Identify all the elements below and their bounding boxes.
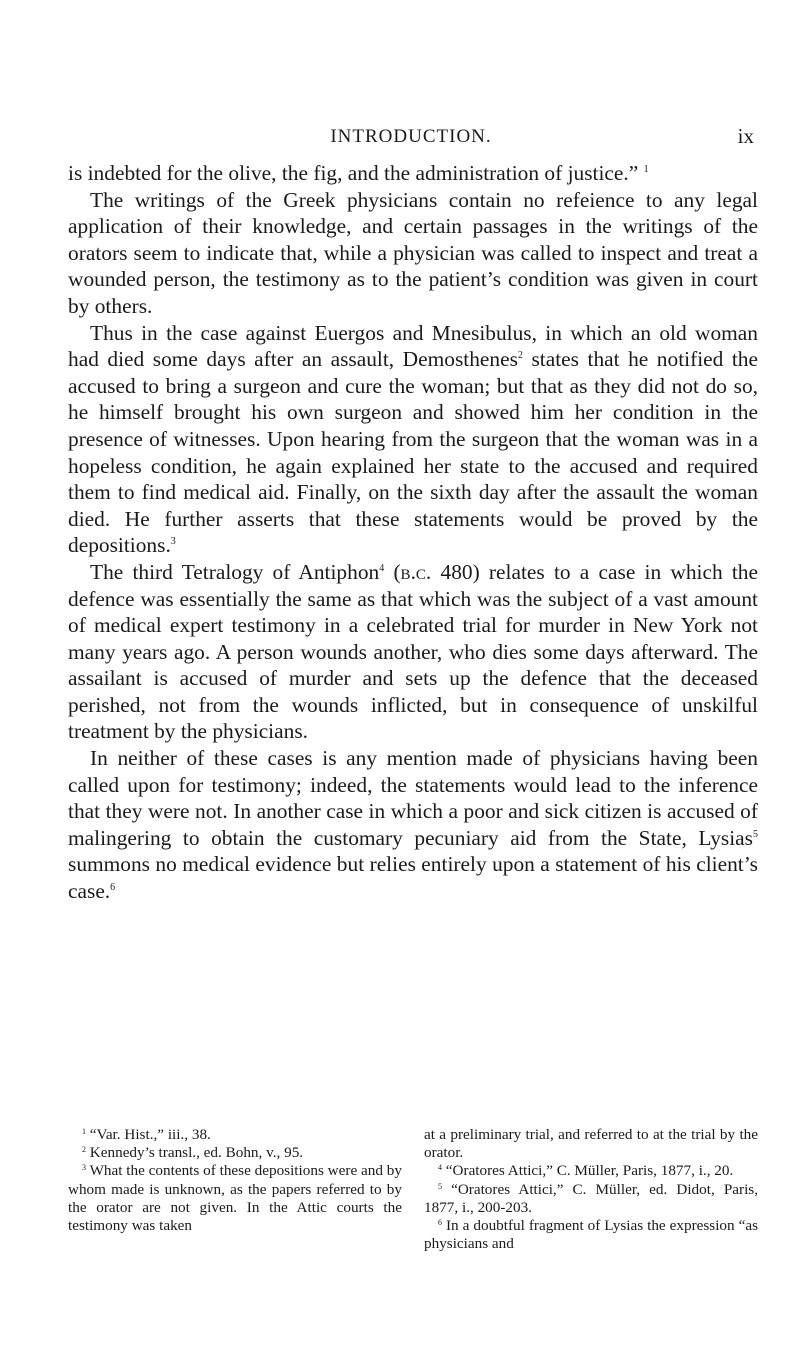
footnote-text: In a doubtful fragment of Lysias the expression “as physicians and [424,1217,758,1253]
p3-text-a: Thus in the case against Euergos and Mnesibulus, in which an old woman had died some days after an assault, Demosthenes [68,320,758,372]
footnote-mark: 3 [82,1163,86,1173]
body-text [68,160,758,905]
p1-text: is indebted for the olive, the fig, and the administration of justice.” [68,161,639,185]
footnote-ref-6: 6 [110,882,116,894]
paragraph-4 [68,559,758,745]
footnote-1 [68,1126,402,1144]
footnotes-right-column [424,1126,758,1253]
footnote-3-continued: at a preliminary trial, and referred to at the trial by the orator. [424,1126,758,1162]
footnote-text: Kennedy’s transl., ed. Bohn, v., 95. [89,1144,304,1162]
paragraph-1 [68,160,758,187]
running-title: INTRODUCTION. [330,126,492,147]
footnote-mark: 1 [82,1127,86,1136]
footnote-text: “Oratores Attici,” C. Müller, ed. Didot, Paris, 1877, i., 200-203. [424,1180,758,1216]
footnote-ref-3: 3 [170,536,176,548]
footnote-mark: 4 [438,1163,442,1173]
p4-text-b: 480) relates to a case in which the defence was essentially the same as that which was the subject of a vast amount of medical expert testimony in a celebrated trial for murder in New York not many years ago. A person wounds another, who dies some days afterward. The assailant is accused of murder and sets up the defence that the deceased perished, not from the wounds inflicted, but in consequence of unskilful treatment by the physicians. [68,559,758,744]
footnote-4 [424,1162,758,1180]
footnotes [68,1126,758,1253]
footnote-ref-2: 2 [517,350,523,362]
paragraph-5 [68,745,758,905]
p4-text-a: The third Tetralogy of Antiphon [90,559,380,584]
footnotes-left-column [68,1126,402,1253]
p3-text-b: states that he notified the accused to bring a surgeon and cure the woman; but that as they did not do so, he himself brought his own surgeon and showed him her condition in the presence of witnesses. Upon hearing from the surgeon that the woman was in a hopeless condition, he again explained her state to the accused and required them to find medical aid. Finally, on the sixth day after the assault the woman died. He further asserts that these statements would be proved by the depositions. [68,347,758,558]
footnote-ref-1: 1 [643,164,649,175]
footnote-6 [424,1217,758,1253]
footnote-3 [68,1162,402,1235]
p5-text-b: summons no medical evidence but relies entirely upon a statement of his client’s case. [68,852,758,904]
page-number: ix [737,124,754,148]
footnote-mark: 6 [438,1218,442,1228]
paragraph-3 [68,320,758,559]
footnote-5 [424,1181,758,1217]
footnote-mark: 5 [438,1181,442,1191]
footnote-text: What the contents of these depositions were and by whom made is unknown, as the papers referred to by the orator are not given. In the Attic courts the testimony was taken [68,1162,402,1235]
footnote-text: “Oratores Attici,” C. Müller, Paris, 1877, i., 20. [445,1162,734,1180]
footnote-ref-5: 5 [753,828,758,840]
footnote-ref-4: 4 [379,562,385,574]
footnote-text: “Var. Hist.,” iii., 38. [89,1126,211,1143]
p5-text-a: In neither of these cases is any mention made of physicians having been called upon for testimony; indeed, the statements would lead to the inference that they were not. In another case in which a poor and sick citizen is accused of malingering to obtain the customary pecuniary aid from the State, Lysias [68,746,758,850]
footnote-2 [68,1144,402,1162]
footnote-mark: 2 [82,1145,86,1155]
p4-era: (b.c. [393,559,432,584]
paragraph-2: The writings of the Greek physicians contain no refeience to any legal application of their knowledge, and certain passages in the writings of the orators seem to indicate that, while a physician was called to inspect and treat a wounded person, the testimony as to the patient’s condition was given in court by others. [68,187,758,318]
running-head [68,126,754,152]
